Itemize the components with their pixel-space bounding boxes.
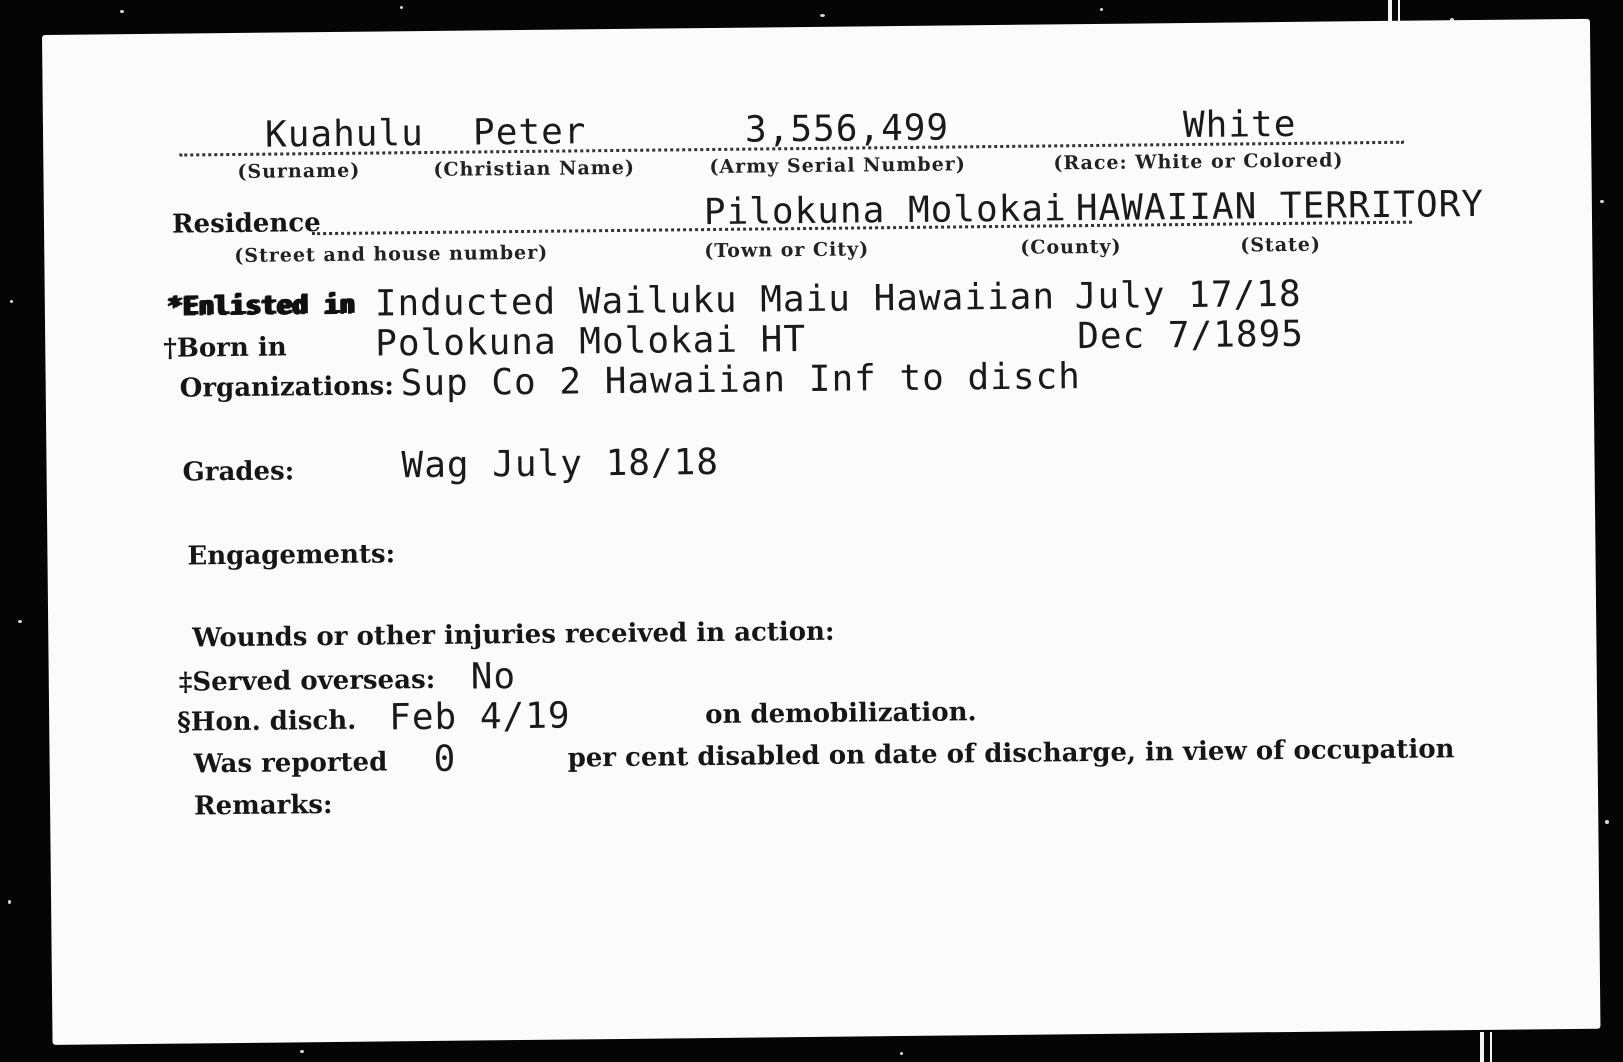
served-overseas-value: No bbox=[470, 656, 517, 698]
grades-label: Grades: bbox=[182, 456, 295, 488]
hon-disch-value: Feb 4/19 bbox=[388, 695, 571, 739]
enlisted-value: Inducted Wailuku Maiu Hawaiian bbox=[374, 276, 1056, 325]
race-value: White bbox=[1182, 103, 1297, 147]
town-caption: (Town or City) bbox=[704, 238, 870, 263]
surname-value: Kuahulu bbox=[264, 113, 424, 156]
engagements-label: Engagements: bbox=[187, 539, 396, 572]
county-caption: (County) bbox=[1020, 235, 1122, 259]
organizations-label: Organizations: bbox=[179, 371, 394, 404]
organizations-value: Sup Co 2 Hawaiian Inf to disch bbox=[400, 356, 1082, 405]
christian-name-value: Peter bbox=[472, 111, 587, 154]
wounds-label: Wounds or other injuries received in action: bbox=[192, 616, 835, 654]
state-caption: (State) bbox=[1240, 233, 1322, 257]
street-caption: (Street and house number) bbox=[234, 241, 549, 267]
enlisted-label-struck: *Enlisted in bbox=[166, 289, 355, 322]
born-label: †Born in bbox=[163, 332, 287, 364]
served-overseas-label: ‡Served overseas: bbox=[178, 664, 436, 698]
residence-state-value: HAWAIIAN TERRITORY bbox=[1075, 183, 1485, 230]
hon-disch-suffix: on demobilization. bbox=[705, 697, 977, 731]
born-date: Dec 7/1895 bbox=[1077, 313, 1305, 358]
disability-value: 0 bbox=[433, 738, 457, 780]
race-caption: (Race: White or Colored) bbox=[1053, 149, 1344, 175]
residence-town-value: Pilokuna Molokai bbox=[703, 188, 1067, 234]
remarks-label: Remarks: bbox=[193, 790, 333, 822]
record-card bbox=[42, 19, 1600, 1045]
disability-suffix: per cent disabled on date of discharge, in view of occupation bbox=[567, 734, 1455, 774]
serial-number-value: 3,556,499 bbox=[744, 107, 950, 151]
grades-value: Wag July 18/18 bbox=[401, 441, 720, 487]
disability-label: Was reported bbox=[193, 747, 388, 780]
christian-name-caption: (Christian Name) bbox=[433, 156, 635, 181]
surname-caption: (Surname) bbox=[237, 159, 361, 183]
serial-number-caption: (Army Serial Number) bbox=[709, 153, 966, 179]
hon-disch-label: §Hon. disch. bbox=[177, 705, 357, 738]
residence-label: Residence bbox=[171, 208, 321, 240]
born-value: Polokuna Molokai HT bbox=[375, 319, 807, 365]
enlisted-date: July 17/18 bbox=[1074, 273, 1302, 318]
